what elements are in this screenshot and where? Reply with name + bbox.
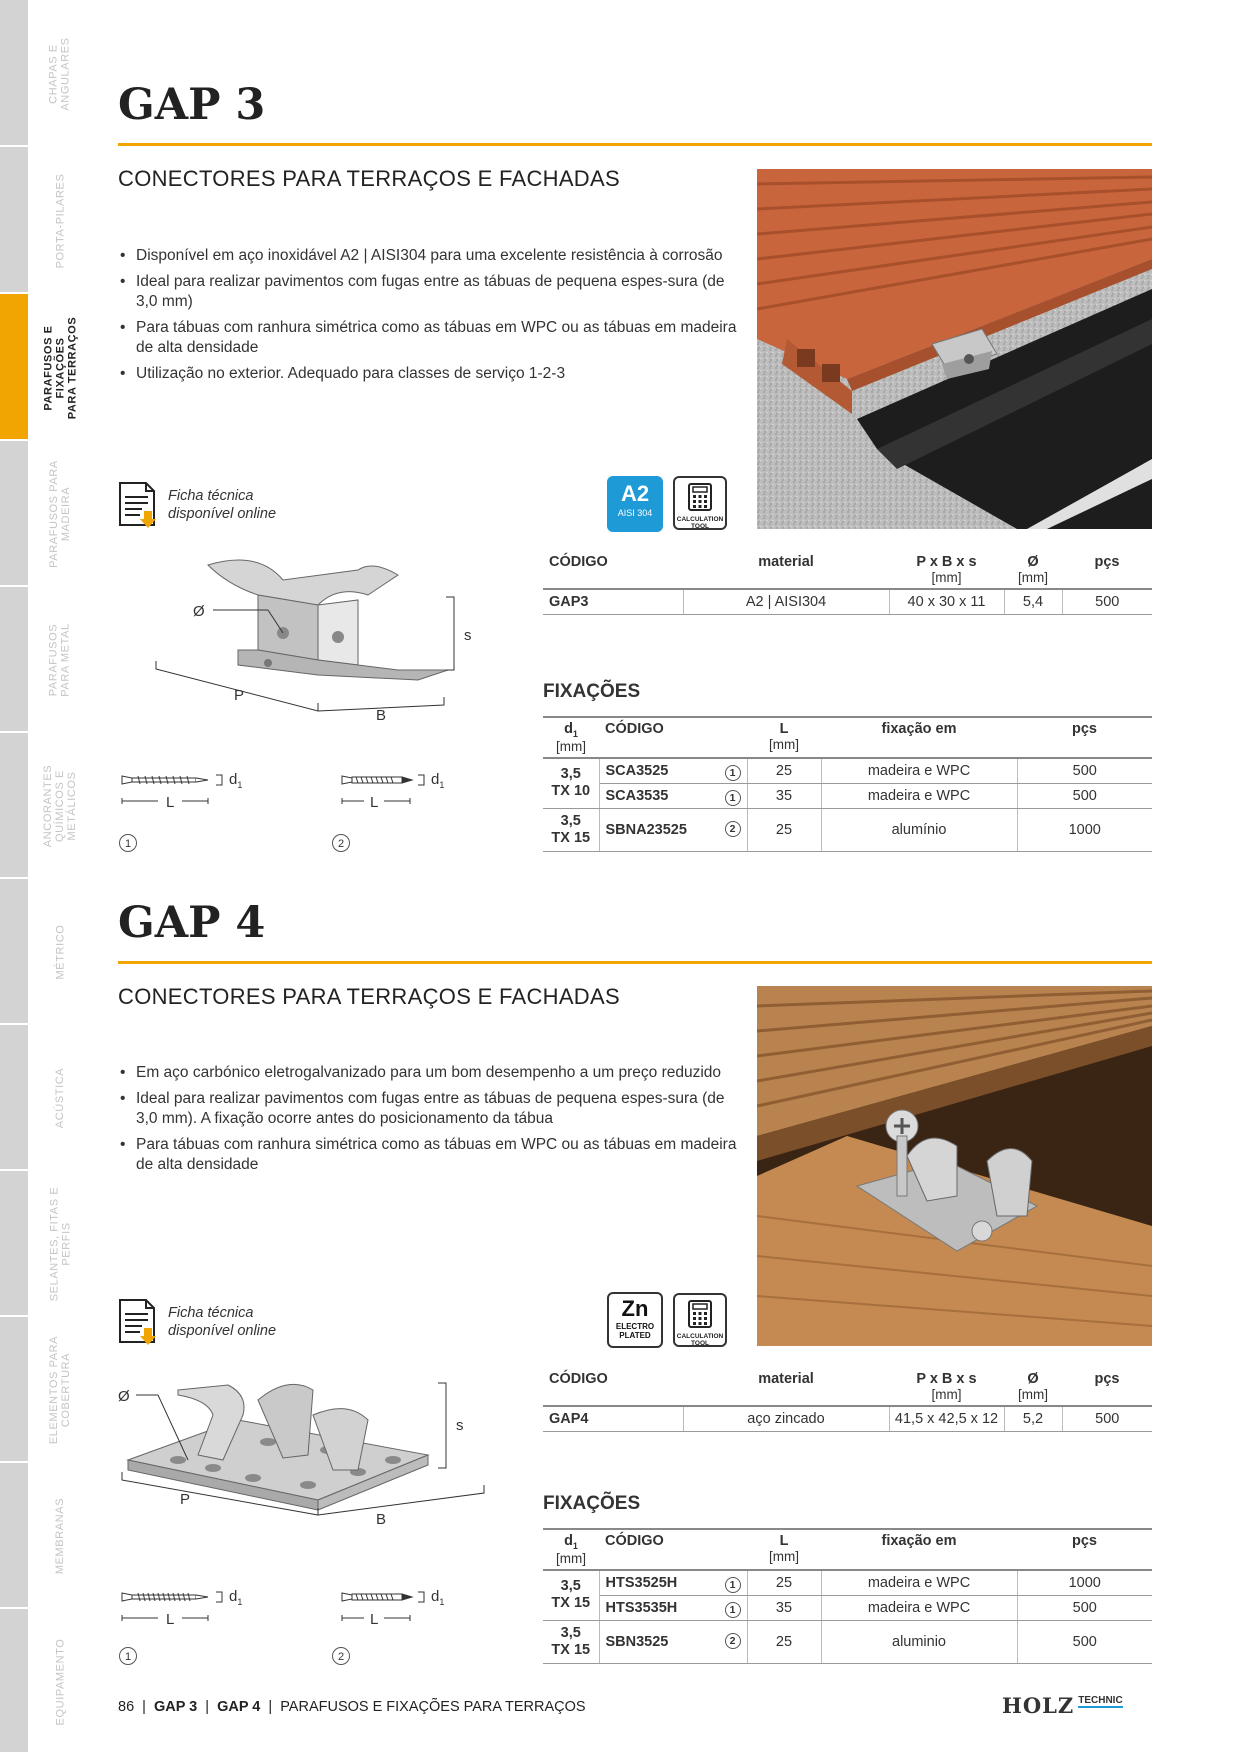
col-codigo: CÓDIGO xyxy=(549,1371,608,1387)
page-number: 86 xyxy=(118,1699,135,1715)
col-pcs: pçs xyxy=(1072,721,1097,737)
gap4-bullet-list xyxy=(118,1063,738,1181)
gap4-divider xyxy=(118,961,1152,964)
gap4-subtitle: CONECTORES PARA TERRAÇOS E FACHADAS xyxy=(118,984,620,1009)
d1-label: d xyxy=(431,1588,440,1605)
gap4-technical-drawing xyxy=(118,1380,498,1680)
gap3-connector-illustration xyxy=(208,560,448,680)
ficha-line-2: disponível online xyxy=(168,506,277,522)
screw-type-1-label: 1 xyxy=(124,838,132,850)
col-material: material xyxy=(758,554,814,570)
footer-gap4: GAP 4 xyxy=(217,1699,261,1715)
datasheet-download-icon xyxy=(118,1298,156,1346)
p-label: P xyxy=(234,687,245,704)
svg-text:d1: $d_1$ xyxy=(229,771,243,790)
col-codigo: CÓDIGO xyxy=(549,554,608,570)
gap3-bullet: • Disponível em aço inoxidável A2 | AISI304 para uma excelente resistência à corrosão xyxy=(118,246,738,266)
screw-type-1-label: 1 xyxy=(124,1651,132,1663)
sidebar-tab-ancorantes[interactable] xyxy=(0,733,28,879)
d1-label: d xyxy=(431,771,440,788)
col-pbs: P x B x s [mm] xyxy=(916,1371,977,1402)
col-fixacao: fixação em xyxy=(881,1533,957,1549)
gap4-product-photo xyxy=(757,986,1152,1346)
s-label: s xyxy=(456,1417,464,1434)
gap4-product-table xyxy=(543,1368,1152,1432)
brand-sub: TECHNIC xyxy=(1078,1695,1123,1706)
footer-section: PARAFUSOS E FIXAÇÕES PARA TERRAÇOS xyxy=(280,1699,586,1715)
diam-label: Ø xyxy=(118,1388,130,1405)
ficha-line-2: disponível online xyxy=(168,1323,277,1339)
sidebar-label-equipamento[interactable]: EQUIPAMENTO xyxy=(54,1638,66,1725)
ficha-line-1: Ficha técnica xyxy=(168,1305,254,1321)
table-row: 3,5 TX 10 SCA3525 1 25 madeira e WPC 500 xyxy=(543,758,1152,784)
col-diam: Ø [mm] xyxy=(1018,554,1048,585)
sidebar-label-membranas[interactable]: MEMBRANAS xyxy=(54,1497,66,1575)
sidebar-label-cobertura[interactable]: ELEMENTOS PARA COBERTURA xyxy=(48,1335,72,1445)
gap4-fixacoes-title: FIXAÇÕES xyxy=(543,1493,641,1514)
gap4-ficha-tecnica-link[interactable] xyxy=(118,1298,276,1346)
sidebar-tab-membranas[interactable] xyxy=(0,1463,28,1609)
sidebar-tab-parafusos-metal[interactable] xyxy=(0,587,28,733)
sidebar-label-porta-pilares[interactable]: PORTA-PILARES xyxy=(54,173,66,268)
badge-a2-sub: AISI 304 xyxy=(617,508,653,518)
datasheet-download-icon xyxy=(118,481,156,529)
gap3-bullet: • Utilização no exterior. Adequado para classes de serviço 1-2-3 xyxy=(118,364,738,384)
col-fixacao: fixação em xyxy=(881,721,957,737)
calculator-icon xyxy=(687,1300,713,1328)
sidebar-tab-acustica[interactable] xyxy=(0,1025,28,1171)
gap3-bullet: • Ideal para realizar pavimentos com fugas entre as tábuas de pequena espes-sura (de 3,0 mm) xyxy=(118,272,738,312)
sidebar-label-acustica[interactable]: ACÚSTICA xyxy=(54,1067,67,1129)
sidebar xyxy=(0,0,28,1754)
calculator-icon xyxy=(687,483,713,511)
col-d1: $d_1$ [mm] xyxy=(556,721,586,754)
table-row: 3,5 TX 15 SBN3525 2 25 aluminio 500 xyxy=(543,1620,1152,1663)
gap4-connector-illustration xyxy=(128,1384,428,1510)
col-pbs: P x B x s [mm] xyxy=(916,554,977,585)
b-label: B xyxy=(376,1511,387,1528)
gap3-title: GAP 3 xyxy=(118,80,266,130)
screw-2-icon xyxy=(342,776,412,784)
badge-a2-text: A2 xyxy=(620,481,650,506)
gap3-photo-image xyxy=(757,169,1152,529)
table-row: GAP4 aço zincado 41,5 x 42,5 x 12 5,2 500 xyxy=(543,1406,1152,1432)
col-material: material xyxy=(758,1371,814,1387)
sidebar-tab-porta-pilares[interactable] xyxy=(0,147,28,294)
brand-name: HOLZ xyxy=(1002,1693,1075,1718)
L-label: L xyxy=(166,1611,175,1628)
gap4-title: GAP 4 xyxy=(118,898,266,948)
table-row: 3,5 TX 15 HTS3525H 1 25 madeira e WPC 1000 xyxy=(543,1570,1152,1596)
sidebar-tab-parafusos-terracos[interactable] xyxy=(0,294,28,441)
sidebar-tab-equipamento[interactable] xyxy=(0,1609,28,1754)
gap4-fixacoes-table xyxy=(543,1528,1152,1664)
sidebar-tab-metrico[interactable] xyxy=(0,879,28,1025)
svg-text:d1: $d_1$ xyxy=(229,1588,243,1607)
b-label: B xyxy=(376,707,387,724)
sidebar-tab-selantes[interactable] xyxy=(0,1171,28,1317)
col-pcs: pçs xyxy=(1094,1371,1120,1387)
table-row: 3,5 TX 15 SBNA23525 2 25 alumínio 1000 xyxy=(543,808,1152,851)
d1-label: d xyxy=(229,1588,238,1605)
col-L: L [mm] xyxy=(769,1533,799,1564)
gap3-divider xyxy=(118,143,1152,146)
footer-gap3: GAP 3 xyxy=(153,1699,198,1715)
sidebar-label-ancorantes[interactable]: ANCORANTES QUÍMICOS E METÁLICOS xyxy=(42,764,78,848)
p-label: P xyxy=(180,1491,191,1508)
svg-text:d1: $d_1$ xyxy=(431,1588,445,1607)
sidebar-label-parafusos-metal[interactable]: PARAFUSOS PARA METAL xyxy=(48,623,73,697)
badge-zn-sub1: ELECTRO xyxy=(615,1322,655,1331)
gap3-bullet-list xyxy=(118,246,738,390)
col-pcs: pçs xyxy=(1072,1533,1097,1549)
screw-2-icon xyxy=(342,1593,412,1601)
holz-technic-logo xyxy=(1002,1693,1123,1718)
screw-type-2-label: 2 xyxy=(337,1651,345,1663)
L-label: L xyxy=(166,794,175,811)
screw-type-2-label: 2 xyxy=(337,838,345,850)
s-label: s xyxy=(464,627,472,644)
gap4-bullet: • Para tábuas com ranhura simétrica como as tábuas em WPC ou as tábuas em madeira de alta densidade xyxy=(118,1135,738,1175)
diam-label: Ø xyxy=(193,603,205,620)
col-pcs: pçs xyxy=(1094,554,1120,570)
sidebar-label-parafusos-terracos[interactable]: PARAFUSOS E FIXAÇÕES PARA TERRAÇOS xyxy=(42,316,78,419)
gap3-product-table xyxy=(543,551,1152,615)
badge-zn-text: Zn xyxy=(621,1296,649,1321)
gap3-calculation-tool-badge[interactable] xyxy=(673,476,727,530)
sidebar-label-metrico[interactable]: MÉTRICO xyxy=(53,924,66,980)
gap4-bullet: • Em aço carbónico eletrogalvanizado para um bom desempenho a um preço reduzido xyxy=(118,1063,738,1083)
calc-badge-label: CALCULATION TOOL xyxy=(676,516,724,530)
gap4-zn-badge xyxy=(607,1292,663,1348)
col-L: L [mm] xyxy=(769,721,799,752)
col-codigo: CÓDIGO xyxy=(605,1533,664,1549)
L-label: L xyxy=(370,1611,379,1628)
col-d1: $d_1$ [mm] xyxy=(556,1533,586,1566)
gap3-a2-badge xyxy=(607,476,663,532)
screw-1-icon xyxy=(122,776,208,784)
sidebar-tab-parafusos-madeira[interactable] xyxy=(0,441,28,587)
d1-label: d xyxy=(229,771,238,788)
page-footer: 86 | GAP 3 | GAP 4 | PARAFUSOS E FIXAÇÕES PARA TERRAÇOS xyxy=(118,1699,586,1715)
ficha-line-1: Ficha técnica xyxy=(168,488,254,504)
table-row: GAP3 A2 | AISI304 40 x 30 x 11 5,4 500 xyxy=(543,589,1152,615)
col-diam: Ø [mm] xyxy=(1018,1371,1048,1402)
gap3-ficha-tecnica-link[interactable] xyxy=(118,481,276,529)
gap4-calculation-tool-badge[interactable] xyxy=(673,1293,727,1347)
sidebar-tab-cobertura[interactable] xyxy=(0,1317,28,1463)
calc-badge-label: CALCULATION TOOL xyxy=(676,1333,724,1347)
table-row: SCA3535 1 35 madeira e WPC 500 xyxy=(543,783,1152,808)
sidebar-label-chapas[interactable]: CHAPAS E ANGULARES xyxy=(48,36,73,111)
gap3-fixacoes-table xyxy=(543,716,1152,852)
gap4-photo-image xyxy=(757,986,1152,1346)
screw-1-icon xyxy=(122,1593,208,1601)
badge-zn-sub2: PLATED xyxy=(619,1331,651,1340)
L-label: L xyxy=(370,794,379,811)
gap3-subtitle: CONECTORES PARA TERRAÇOS E FACHADAS xyxy=(118,166,620,191)
gap4-bullet: • Ideal para realizar pavimentos com fugas entre as tábuas de pequena espes-sura (de 3,0 mm). A fixação ocorre antes do posicionamento da tábua xyxy=(118,1089,738,1129)
col-codigo: CÓDIGO xyxy=(605,721,664,737)
sidebar-tab-chapas[interactable] xyxy=(0,0,28,147)
gap3-product-photo xyxy=(757,169,1152,529)
sidebar-label-parafusos-madeira[interactable]: PARAFUSOS PARA MADEIRA xyxy=(48,460,73,568)
sidebar-label-selantes[interactable]: SELANTES, FITAS E PERFIS xyxy=(48,1186,72,1302)
gap3-bullet: • Para tábuas com ranhura simétrica como as tábuas em WPC ou as tábuas em madeira de alta densidade xyxy=(118,318,738,358)
gap3-technical-drawing xyxy=(118,555,498,865)
table-row: HTS3535H 1 35 madeira e WPC 500 xyxy=(543,1595,1152,1620)
svg-text:d1: $d_1$ xyxy=(431,771,445,790)
gap3-fixacoes-title: FIXAÇÕES xyxy=(543,681,641,702)
